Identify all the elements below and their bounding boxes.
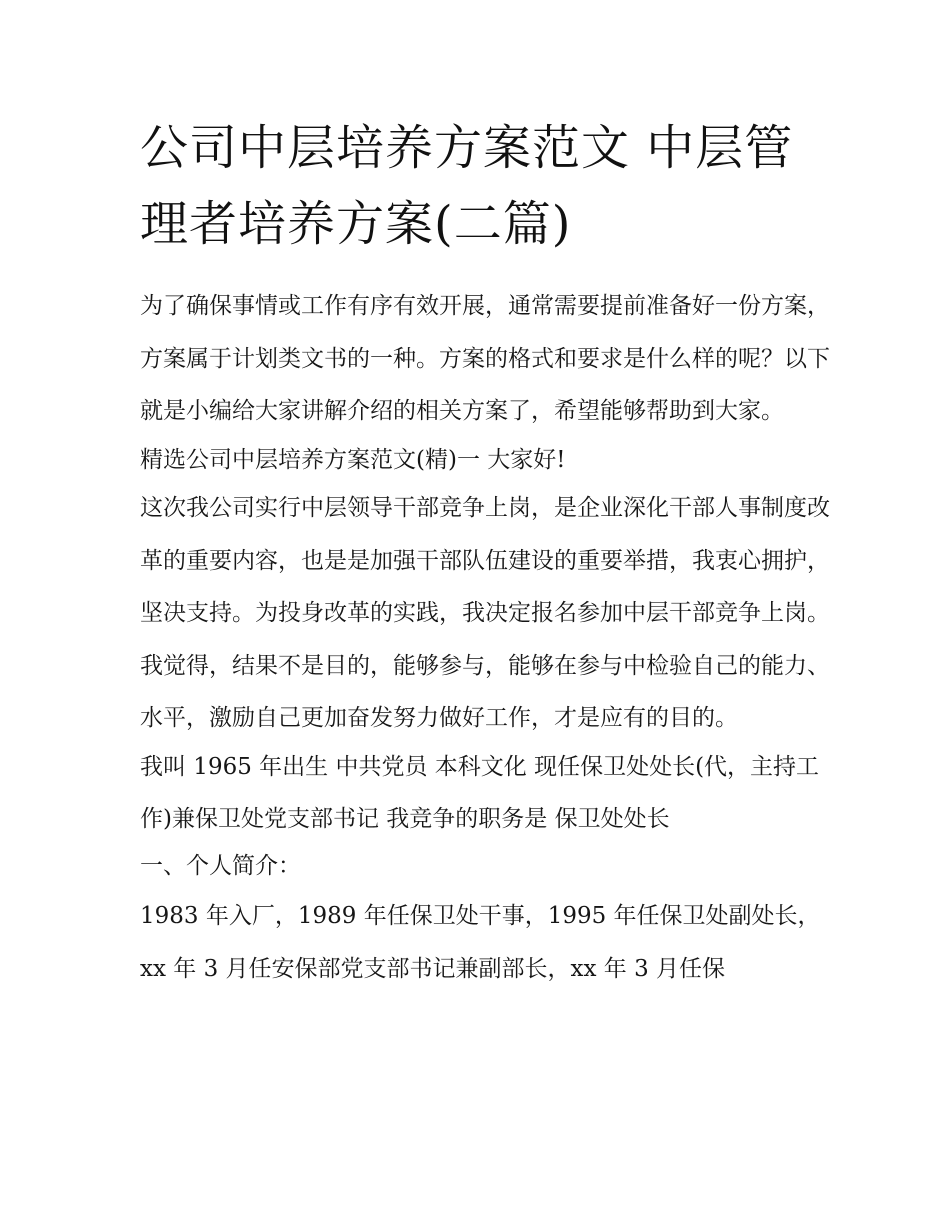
section-heading: 一、个人简介： [140,852,301,879]
body-paragraph: 我叫 1965 年出生 中共党员 本科文化 现任保卫处处长(代，主持工作)兼保卫处党支部书记 我竞争的职务是 保卫处处长 [140,753,820,832]
section-heading-paragraph: 精选公司中层培养方案范文(精)一 大家好! [140,446,566,473]
body-paragraph: 这次我公司实行中层领导干部竞争上岗，是企业深化干部人事制度改革的重要内容，也是是加强干部队伍建设的重要举措，我衷心拥护，坚决支持。为投身改革的实践，我决定报名参加中层干部竞争上岗。我觉得，结果不是目的，能够参与，能够在参与中检验自己的能力、水平，激励自己更加奋发努力做好工作，才是应有的目的。 [140,495,830,731]
body-paragraph: 1983 年入厂，1989 年任保卫处干事，1995 年任保卫处副处长，xx 年 3 月任安保部党支部书记兼副部长，xx 年 3 月任保 [140,903,821,982]
document-title: 公司中层培养方案范文 中层管理者培养方案(二篇) [140,120,794,252]
document-body [140,280,830,995]
intro-paragraph: 为了确保事情或工作有序有效开展，通常需要提前准备好一份方案，方案属于计划类文书的一种。方案的格式和要求是什么样的呢？以下就是小编给大家讲解介绍的相关方案了，希望能够帮助到大家。 [140,293,830,424]
